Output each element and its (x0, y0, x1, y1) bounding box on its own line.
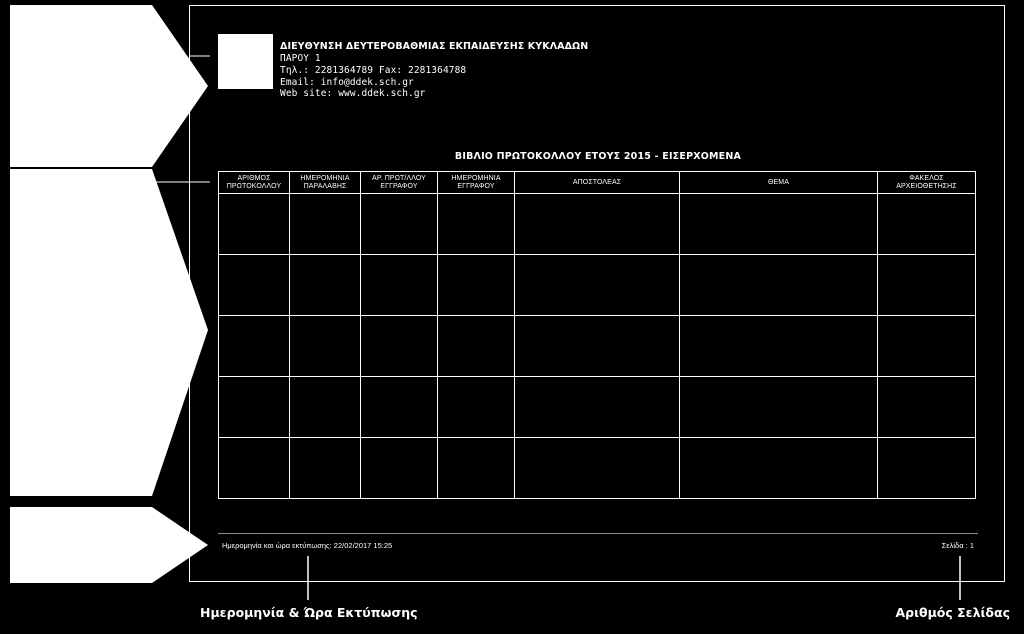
protocol-register-table (218, 171, 976, 499)
col-header-receipt-date: ΗΜΕΡΟΜΗΝΙΑ ΠΑΡΑΛΑΒΗΣ (290, 172, 361, 194)
header-callout-arrow (10, 5, 208, 167)
col-header-document-protocol-number: ΑΡ. ΠΡΩΤ/ΛΛΟΥ ΕΓΓΡΑΦΟΥ (361, 172, 438, 194)
print-datetime: Ημερομηνία και ώρα εκτύπωσης: 22/02/2017 15:25 (222, 541, 393, 550)
page-number: Σελίδα : 1 (941, 541, 974, 550)
col-header-document-date: ΗΜΕΡΟΜΗΝΙΑ ΕΓΓΡΑΦΟΥ (438, 172, 515, 194)
table-row (219, 316, 976, 377)
table-row (219, 194, 976, 255)
org-website: Web site: www.ddek.sch.gr (280, 88, 426, 99)
col-header-archive-folder: ΦΑΚΕΛΟΣ ΑΡΧΕΙΟΘΕΤΗΣΗΣ (878, 172, 976, 194)
org-phone-fax: Τηλ.: 2281364789 Fax: 2281364788 (280, 65, 467, 76)
callout-page-number-label: Αριθμός Σελίδας (895, 605, 1010, 620)
col-header-subject: ΘΕΜΑ (680, 172, 878, 194)
col-header-protocol-number: ΑΡΙΘΜΟΣ ΠΡΩΤΟΚΟΛΛΟΥ (219, 172, 290, 194)
callout-print-datetime-label: Ημερομηνία & Ώρα Εκτύπωσης (200, 605, 418, 620)
footer-callout-arrow (10, 507, 208, 583)
table-row (219, 438, 976, 499)
org-address: ΠΑΡΟΥ 1 (280, 53, 321, 64)
table-row (219, 377, 976, 438)
table-header-row (219, 172, 976, 194)
table-row (219, 255, 976, 316)
book-title: ΒΙΒΛΙΟ ΠΡΩΤΟΚΟΛΛΟΥ ΕΤΟΥΣ 2015 - ΕΙΣΕΡΧΟΜΕΝΑ (454, 151, 742, 162)
footer-divider (218, 533, 978, 534)
org-email: Email: info@ddek.sch.gr (280, 77, 414, 88)
col-header-sender: ΑΠΟΣΤΟΛΕΑΣ (515, 172, 680, 194)
table-callout-arrow (10, 169, 208, 496)
org-name: ΔΙΕΥΘΥΝΣΗ ΔΕΥΤΕΡΟΒΑΘΜΙΑΣ ΕΚΠΑΙΔΕΥΣΗΣ ΚΥΚΛΑΔΩΝ (280, 41, 589, 52)
logo-placeholder (218, 34, 273, 89)
